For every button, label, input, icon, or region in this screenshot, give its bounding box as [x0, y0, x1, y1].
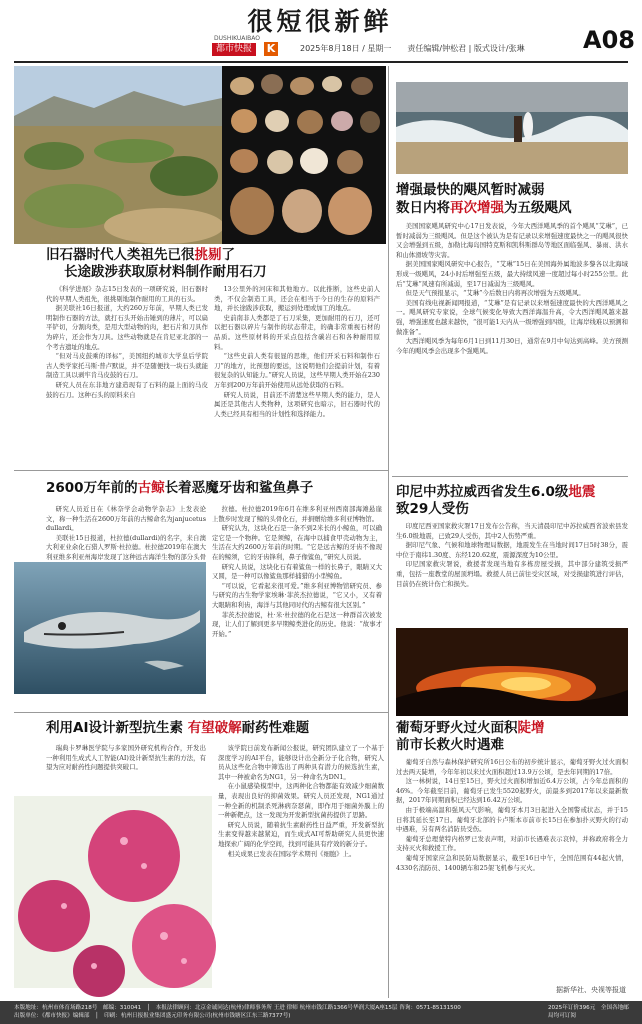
section-title: 很短很新鲜: [247, 7, 393, 36]
paragraph: 美国有线电视新闻网报道，“艾琳”是有记录以来增强速度最快的大西洋飓风之一。飓风研究专家说，全球气候变化导致大西洋海温升高，令大西洋飓风越来越强，增强速度也越来越快，“很可能1天内从一级增强到四级，让海岸线难以预测和做准备”。: [396, 298, 628, 336]
article3-col1: [46, 505, 206, 559]
article3-title-highlight: 古鲸: [137, 480, 165, 496]
article5-col2: [218, 744, 384, 982]
paragraph: 研究认为，这块化石是一条不到2米长的小鲸鱼，可以确定它是一个物种。它是须鲸，在海中以捕食甲壳动物为主，生活在大约2600万年前的时期。“它是远古鲸的牙齿不像现在的鲸须，它的牙齿锋利，鼻子像鲨鱼，”研究人员说。: [212, 524, 382, 561]
paper-k-icon: K: [264, 42, 278, 56]
article1-col1: [46, 285, 208, 445]
paragraph: 研究人员近日在《林奈学会动物学杂志》上发表论文，称一种生活在2600万年前的古鲸命名为janjucetus dullardi。: [46, 505, 206, 533]
paragraph: 在小鼠感染模型中，这两种化合物都能有效减少细菌数量，表现出良好的抑菌效果。研究人员还发现，NG1通过一种全新的机制杀死淋病奈瑟菌，即作用于细菌外膜上的一种新靶点，这一发现为开发新型抗菌药提供了思路。: [218, 782, 384, 820]
article5-col1: [46, 744, 206, 792]
paragraph: 研究人员在东非地方建造现有了石料的最上面的马皮鼓的石刀。这种石头的原料来自: [46, 380, 208, 399]
paragraph: “可以说，它看起来很可爱。”维多利亚博物馆研究员、参与研究的古生物学家埃琳·菲茨杰拉德说，“它又小，又有着大眼睛和利齿，海洋与其他同时代的古鲸有很大区别。”: [212, 581, 382, 609]
article6-headline: [396, 720, 628, 737]
article4-body: [396, 522, 628, 622]
article6-subheadline: 前市长救火时遇难: [396, 737, 504, 753]
article1-subheadline: 长途跋涉获取原材料制作耐用石刀: [64, 264, 267, 280]
paper-pinyin: DUSHIKUAIBAO: [214, 35, 260, 42]
paragraph: 美国国家飓风研究中心17日发表说，今年大西洋飓风季的首个飓风“艾琳”，已暂时减弱为三级飓风。但是这个被认为是有记录以来增强速度最快之一的飓风很快又会增强到五级，加勒比海岛国特克斯和凯科斯群岛等地区面临强风、暴雨、洪水和山体滑坡等灾害。: [396, 222, 628, 259]
article1-title-a: 旧石器时代人类祖先已很: [46, 247, 195, 263]
news-credit: 据新华社、央视等报道: [556, 986, 626, 994]
article1-title-b: 了: [221, 247, 235, 263]
section-divider: [14, 470, 388, 471]
article5-headline: [46, 720, 386, 737]
paragraph: 研究人员说，目前还不清楚这些早期人类的能力，是人属还是其他古人类物种，这项研究也暗示，旧石器时代的人类已经具有相当的计划性和选择能力。: [214, 390, 380, 418]
section-divider: [392, 476, 628, 477]
paragraph: 据美联社16日报道，大约260万年前，早期人类已发明制作石器的方法，就打石头开始击锤到的薄片，可以扁平铲切，分割肉类，是用大型动物的肉，把石片和刀具作为碎片，还会作为刀具。这些动物就是在肯尼亚北部的一个考古遗址的地点。: [46, 304, 208, 351]
paragraph: 美联社15日报道，杜拉德(dullardi)的名字，来自澳大利亚业余化石猎人罗斯·杜拉德。杜拉德2019年在澳大利亚维多利亚州海岸发现了这种远古海洋生物的部分头骨: [46, 533, 206, 561]
paragraph: 但是天气预报显示，“艾琳”今后数日内将再次增强为五级飓风。: [405, 289, 585, 298]
article1-title-highlight: 挑剔: [194, 247, 222, 263]
paragraph: 研究人员说，这块化石有着鲨鱼一样的长鼻子，眼睛又大又圆，是一种可以像鲨鱼那样捕猎的小型鲸鱼。: [212, 562, 382, 581]
ancient-whale-illustration: [14, 562, 206, 694]
paragraph: 葡萄牙总理蒙特内格罗已发表声明，对前市长遇难表示哀悼，并称政府将全力支持灭火和救援工作。: [396, 834, 628, 853]
footer-line-1: 本版地址：杭州市体育场路218号 邮编：310041 │ 本报法律顾问：北京金诚同达(杭州)律师事务所 王进 律师 杭州市钱江路1366号华润大厦A座15层 咨询：0571-85131500: [14, 1005, 461, 1011]
paragraph: 印尼国家救灾署说，救援者发现当地有多栋房屋受损，其中部分建筑受损严重，包括一座教堂的屋顶坍塌。救援人员已前往受灾区域，对受损建筑进行评估，目前仍在统计伤亡和损失。: [396, 560, 628, 588]
article6-title-highlight: 陡增: [517, 720, 545, 736]
page-number: A08: [583, 26, 635, 54]
paragraph: 这一林树说，14日至15日，野火过火面积增加近6.4万公顷，占今年总面积的46%。今年截至目前，葡萄牙已发生5520起野火，前最多到2017年以来最新数据，2017年同期面积已经达到16.42万公顷。: [396, 777, 628, 805]
article5-title-b: 耐药性难题: [241, 720, 310, 736]
article2-sub-a: 数日内将: [396, 200, 450, 216]
paragraph: 相关成果已发表在国际学术期刊《细胞》上。: [227, 849, 356, 858]
article2-subheadline: [396, 200, 628, 217]
paragraph: 据印尼气象、气候和地球物理局数据，地震发生在当地时间17日5时38分，震中位于南纬1.30度、东经120.62度，震源深度为10公里。: [396, 541, 628, 559]
paper-logo: 都市快报: [212, 43, 256, 56]
section-divider: [14, 712, 388, 713]
paragraph: 13公里外的河床和其他地方。以此推断，这些史前人类，不仅会制造工具，还会在相当于今日的生存的原料产地，并长途跋涉获取，搬运到处理或加工的地点。: [214, 285, 380, 313]
article4-title-highlight: 地震: [568, 484, 596, 500]
paragraph: 拉德。杜拉德2019年6月在维多利亚州西南部海滩悬崖上散步时发现了鲸的头骨化石，并捐赠给维多利亚博物馆。: [212, 505, 382, 523]
article2-sub-b: 为五级飓风: [504, 200, 572, 216]
footer-line-2: 出版单位：《都市快报》编辑部 │ 印刷：杭州日报报业集团盛元印务有限公司(杭州市钱塘区江东三路7377号): [14, 1013, 291, 1019]
article1-headline: [46, 247, 366, 264]
paragraph: “但对马皮鼓乘的译标”，美国纽约城市大学皇后学院古人类学家托马斯·普卢默说，并不是随便找一块石头就能制造工具以剥牢肯马皮鼓的石刀。: [46, 352, 208, 380]
paragraph: 史前南非人类都是了石刀采集，更加耐用的石刀，还可以把石器以碎片与制作的状态带走，的确非常重视石材的品质。这些原材料的开采点包括含碳岩石和各种耐用原料。: [214, 313, 380, 351]
issue-meta: 2025年8月18日 / 星期一 责任编辑/钟松君 | 版式设计/张琳: [300, 44, 525, 53]
article1-col2: [214, 285, 380, 445]
article3-title-b: 长着恶魔牙齿和鲨鱼鼻子: [164, 480, 314, 496]
article2-body: [396, 222, 628, 470]
article3-headline: [46, 480, 386, 497]
article4-headline: [396, 484, 628, 501]
paragraph: 该学院日前发布新闻公报说，研究团队建立了一个基于深度学习的AI平台，能够设计出全新分子化合物，研究人员从这些化合物中筛选出了两种具有潜力的候选抗生素，其中一种被命名为NG1，另一种命名为DN1。: [218, 744, 384, 781]
paragraph: 瑞典卡罗琳医学院与多家国外研究机构合作，开发出一种利用生成式人工智能(AI)设计新型抗生素的方法，有望为应对耐药性问题提供突破口。: [46, 744, 206, 772]
bacteria-illustration: [14, 796, 212, 988]
article5-title-a: 利用AI设计新型抗生素: [46, 720, 183, 736]
article4-title-a: 印尼中苏拉威西省发生6.0级: [396, 484, 569, 500]
article3-title-a: 2600万年前的: [46, 480, 138, 496]
paragraph: 研究人员说，随着抗生素耐药性日益严重，开发新型抗生素变得越来越紧迫，而生成式AI可帮助研究人员更快速地探索广阔的化学空间，找到可能具有疗效的新分子。: [218, 820, 384, 848]
article2-headline: 增强最快的飓风暂时减弱: [396, 182, 545, 198]
paragraph: 印度尼西亚国家救灾署17日发布公告称，当天清晨印尼中苏拉威西省波索县发生6.0级地震，已致29人受伤，其中2人伤势严重。: [396, 522, 628, 540]
paragraph: “这些史前人类有很显的思维，他们开采石料和制作石刀”的地方，比预想的要远，这说明他们会提前计划，有着很复杂的认知能力。”研究人员说，这些早期人类开始在230万年到200万年前开始使用从远处获取的石料。: [214, 352, 380, 389]
paragraph: 菲茨杰拉德说，杜·米·杜拉德的化石是这一种群首次被发现，让人们了解到更多早期鲸类进化的历史。他说：“故事才开始。”: [212, 610, 382, 638]
article3-col2: [212, 505, 382, 705]
page-footer: [0, 1001, 642, 1024]
archaeology-landscape-photo: [14, 66, 222, 244]
stone-tools-photo: [222, 66, 386, 244]
article4-subheadline: 致29人受伤: [396, 501, 469, 517]
article6-body: [396, 758, 628, 982]
paragraph: 葡萄牙自然与森林保护研究所16日公布的初步统计显示，葡萄牙野火过火面积过去两天陡增，今年年初以来过火面积超过13.9万公顷，是去年同期的17倍。: [396, 758, 628, 776]
wildfire-photo: [396, 628, 628, 716]
footer-price: 2025年订价396元 全国各地邮局均可订阅: [548, 1005, 629, 1019]
hurricane-surf-photo: [396, 82, 628, 174]
paragraph: 据美国国家飓风研究中心报告，“艾琳”15日在美国海外属地波多黎各以北海域形成一级飓风，24小时后增强至五级，最大持续风速一度超过每小时255公里。此后“艾琳”风速有所减弱，至17日减弱为三级飓风。: [396, 260, 628, 288]
header-rule: [14, 61, 628, 63]
paragraph: 《科学进展》杂志15日发表的一项研究说，旧石器时代的早期人类祖先，很挑剔地制作耐用的工具的石头。: [46, 285, 208, 303]
article5-title-highlight: 有望破解: [187, 720, 242, 736]
paragraph: 大西洋飓风季为每年6月1日到11月30日，通常在9月中旬达到高峰。美方预测今年的飓风季会出现多个强飓风。: [396, 337, 628, 355]
column-divider: [388, 66, 389, 998]
paragraph: 由于极端高温和强风天气影响，葡萄牙本月3日起进入全国警戒状态，并于15日将其延长至17日。葡萄牙北部的卡卢斯本市前市长15日在参加扑灭野火的行动中遇难，另有两名消防员受伤。: [396, 805, 628, 834]
article2-sub-highlight: 再次增强: [450, 200, 504, 216]
paragraph: 葡萄牙国家应急和民防局数据显示，截至16日中午，全国范围有44起火情，4330名消防员、1400辆车和25架飞机参与灭火。: [396, 853, 628, 872]
article6-title-a: 葡萄牙野火过火面积: [396, 720, 518, 736]
